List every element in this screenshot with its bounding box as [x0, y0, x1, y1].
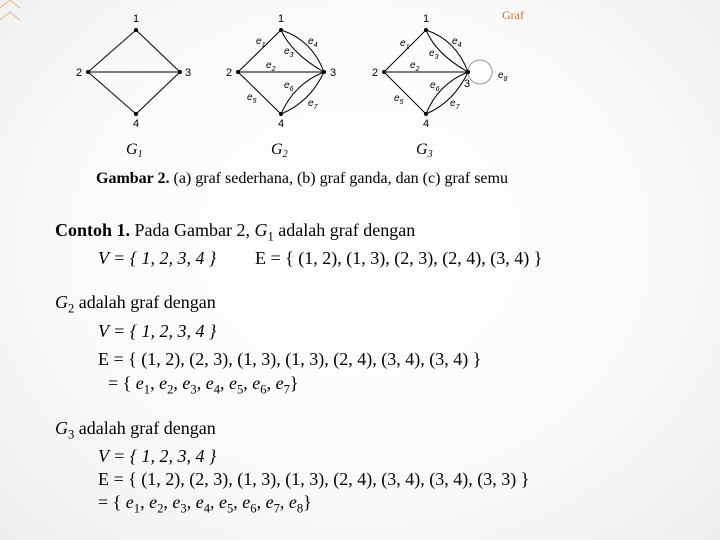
g3-edge-label-4: $e_4$: [452, 36, 462, 49]
g3-edge-label-5: $e_5$: [394, 93, 404, 106]
g1-name: G: [254, 220, 268, 240]
g3-edge-label-3: $e_3$: [429, 48, 439, 61]
g3-edge-label-8: $e_8$: [498, 70, 508, 83]
g3-edge-label-1: $e_1$: [400, 38, 410, 51]
g3-edge-label-2: $e_2$: [410, 60, 420, 73]
example-intro-post: adalah graf dengan: [273, 220, 416, 240]
example-heading: Contoh 1.: [55, 220, 131, 240]
g3-node-1: 1: [423, 13, 430, 25]
g2-edge-label-3: $e_3$: [284, 46, 294, 59]
caption-text: (a) graf sederhana, (b) graf ganda, dan (c) graf semu: [169, 170, 508, 187]
g2-vertex-set: V = { 1, 2, 3, 4 }: [98, 321, 217, 341]
g1-edge-set: E = { (1, 2), (1, 3), (2, 3), (2, 4), (3, 4) }: [255, 248, 543, 268]
graph-figure: [70, 2, 610, 167]
example-heading-line: [55, 220, 415, 245]
g2-node-3: 3: [330, 67, 337, 79]
g2-edge-label-5: $e_5$: [247, 92, 257, 105]
g1-node-4: 4: [133, 118, 140, 130]
g3-edge-label-7: $e_7$: [450, 98, 460, 111]
g3-vertex-set: V = { 1, 2, 3, 4 }: [98, 446, 217, 466]
g3-label: G3: [416, 141, 433, 160]
g2-edge-label-4: $e_4$: [308, 36, 318, 49]
g3-node-2: 2: [372, 67, 379, 79]
g3-heading: $G_3$ adalah graf dengan: [55, 418, 216, 442]
g1-sub: 1: [267, 229, 274, 244]
g2-heading: $G_2$ adalah graf dengan: [55, 292, 216, 316]
g2-edge-label-1: $e_1$: [256, 36, 266, 49]
g3-edge-set: E = { (1, 2), (2, 3), (1, 3), (1, 3), (2, 4), (3, 4), (3, 4), (3, 3) }: [98, 469, 530, 489]
g2-node-1: 1: [278, 13, 285, 25]
g3-node-4: 4: [423, 118, 430, 130]
g2-edge-set: E = { (1, 2), (2, 3), (1, 3), (1, 3), (2, 4), (3, 4), (3, 4) }: [98, 349, 482, 369]
g2-edge-label-7: $e_7$: [308, 98, 318, 111]
g1-vertex-set: V = { 1, 2, 3, 4 }: [98, 248, 217, 268]
g2-label: G2: [271, 141, 288, 160]
g1-node-2: 2: [76, 67, 83, 79]
example-intro-pre: Pada Gambar 2,: [130, 220, 255, 240]
g1-node-3: 3: [185, 67, 192, 79]
g1-label: G1: [126, 141, 143, 160]
g2-node-4: 4: [278, 118, 285, 130]
slide-title: Graf: [502, 8, 524, 22]
g3-edge-label-6: $e_6$: [430, 80, 440, 93]
g2-edge-label-6: $e_6$: [284, 80, 294, 93]
g1-node-1: 1: [133, 13, 140, 25]
g3-edge-names: = { $e_1$, $e_2$, $e_3$, $e_4$, $e_5$, $e_6$, $e_7$, $e_8$}: [98, 492, 312, 516]
g2-node-2: 2: [226, 67, 233, 79]
g2-edge-label-2: $e_2$: [266, 60, 276, 73]
g2-edge-names: = { $e_1$, $e_2$, $e_3$, $e_4$, $e_5$, $e_6$, $e_7$}: [108, 373, 299, 397]
g3-node-3: 3: [464, 78, 471, 90]
figure-caption: [96, 170, 508, 188]
caption-label: Gambar 2.: [96, 170, 170, 187]
